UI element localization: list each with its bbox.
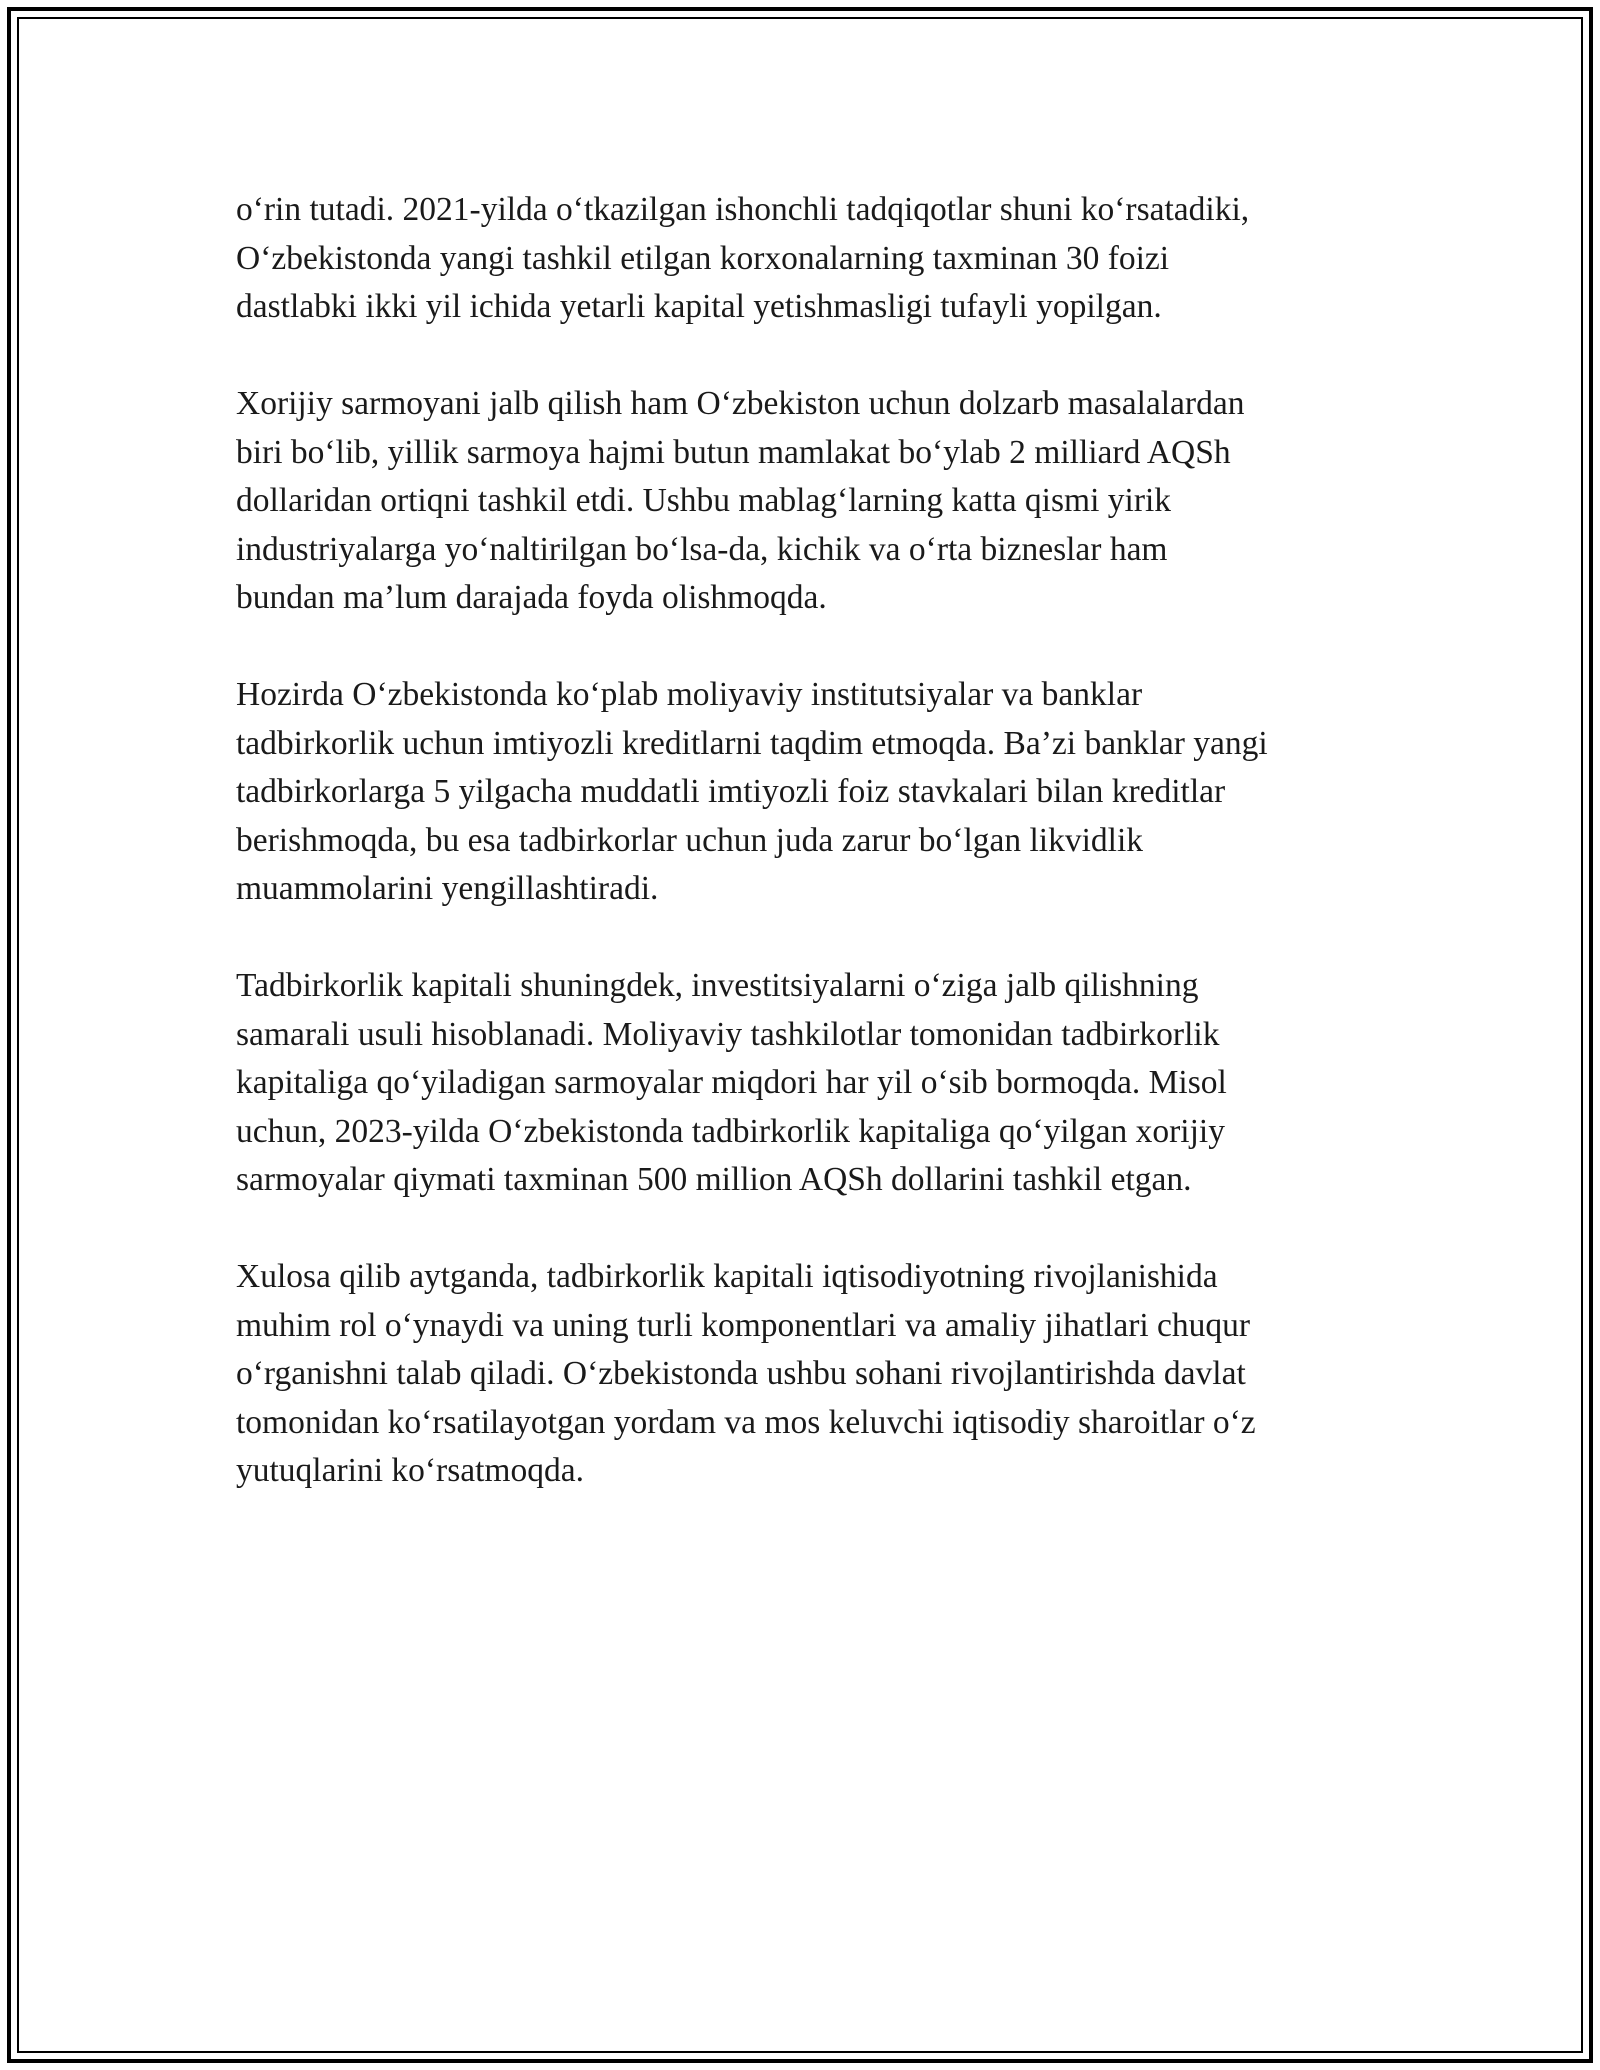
paragraph-line: muammolarini yengillashtiradi. (236, 870, 659, 907)
paragraph-line: tomonidan ko‘rsatilayotgan yordam va mos keluvchi iqtisodiy sharoitlar o‘z (236, 1403, 1256, 1441)
paragraph-2 (236, 380, 1376, 623)
paragraph-line: berishmoqda, bu esa tadbirkorlar uchun juda zarur bo‘lgan likvidlik (236, 821, 1144, 859)
paragraph-line: kapitaliga qo‘yiladigan sarmoyalar miqdori har yil o‘sib bormoqda. Misol (236, 1064, 1227, 1101)
paragraph-line: sarmoyalar qiymati taxminan 500 million AQSh dollarini tashkil etgan. (236, 1161, 1192, 1198)
paragraph-line: o‘rganishni talab qiladi. O‘zbekistonda ushbu sohani rivojlantirishda davlat (236, 1355, 1246, 1392)
paragraph-line: Xorijiy sarmoyani jalb qilish ham O‘zbekiston uchun dolzarb masalalardan (236, 385, 1245, 422)
paragraph-line: uchun, 2023-yilda O‘zbekistonda tadbirkorlik kapitaliga qo‘yilgan xorijiy (236, 1112, 1225, 1150)
paragraph-line: industriyalarga yo‘naltirilgan bo‘lsa-da, kichik va o‘rta bizneslar ham (236, 530, 1168, 568)
paragraph-line: tadbirkorlik uchun imtiyozli kreditlarni taqdim etmoqda. Ba’zi banklar yangi (236, 724, 1268, 762)
paragraph-line: o‘rin tutadi. 2021-yilda o‘tkazilgan ishonchli tadqiqotlar shuni ko‘rsatadiki, (236, 191, 1250, 228)
document-body (236, 186, 1376, 1544)
paragraph-4 (236, 962, 1376, 1205)
paragraph-line: Hozirda O‘zbekistonda ko‘plab moliyaviy institutsiyalar va banklar (236, 676, 1143, 713)
paragraph-line: dastlabki ikki yil ichida yetarli kapital yetishmasligi tufayli yopilgan. (236, 288, 1162, 325)
paragraph-line: Tadbirkorlik kapitali shuningdek, investitsiyalarni o‘ziga jalb qilishning (236, 967, 1199, 1004)
paragraph-line: dollaridan ortiqni tashkil etdi. Ushbu mablag‘larning katta qismi yirik (236, 482, 1172, 519)
paragraph-5 (236, 1253, 1376, 1496)
paragraph-line: bundan ma’lum darajada foyda olishmoqda. (236, 579, 827, 616)
paragraph-line: O‘zbekistonda yangi tashkil etilgan korxonalarning taxminan 30 foizi (236, 239, 1170, 277)
paragraph-line: Xulosa qilib aytganda, tadbirkorlik kapitali iqtisodiyotning rivojlanishida (236, 1258, 1218, 1295)
paragraph-line: muhim rol o‘ynaydi va uning turli komponentlari va amaliy jihatlari chuqur (236, 1306, 1251, 1344)
paragraph-line: tadbirkorlarga 5 yilgacha muddatli imtiyozli foiz stavkalari bilan kreditlar (236, 773, 1226, 810)
paragraph-1 (236, 186, 1376, 332)
paragraph-line: biri bo‘lib, yillik sarmoya hajmi butun mamlakat bo‘ylab 2 milliard AQSh (236, 433, 1231, 471)
paragraph-3 (236, 671, 1376, 914)
paragraph-line: yutuqlarini ko‘rsatmoqda. (236, 1452, 584, 1489)
paragraph-line: samarali usuli hisoblanadi. Moliyaviy tashkilotlar tomonidan tadbirkorlik (236, 1015, 1220, 1053)
